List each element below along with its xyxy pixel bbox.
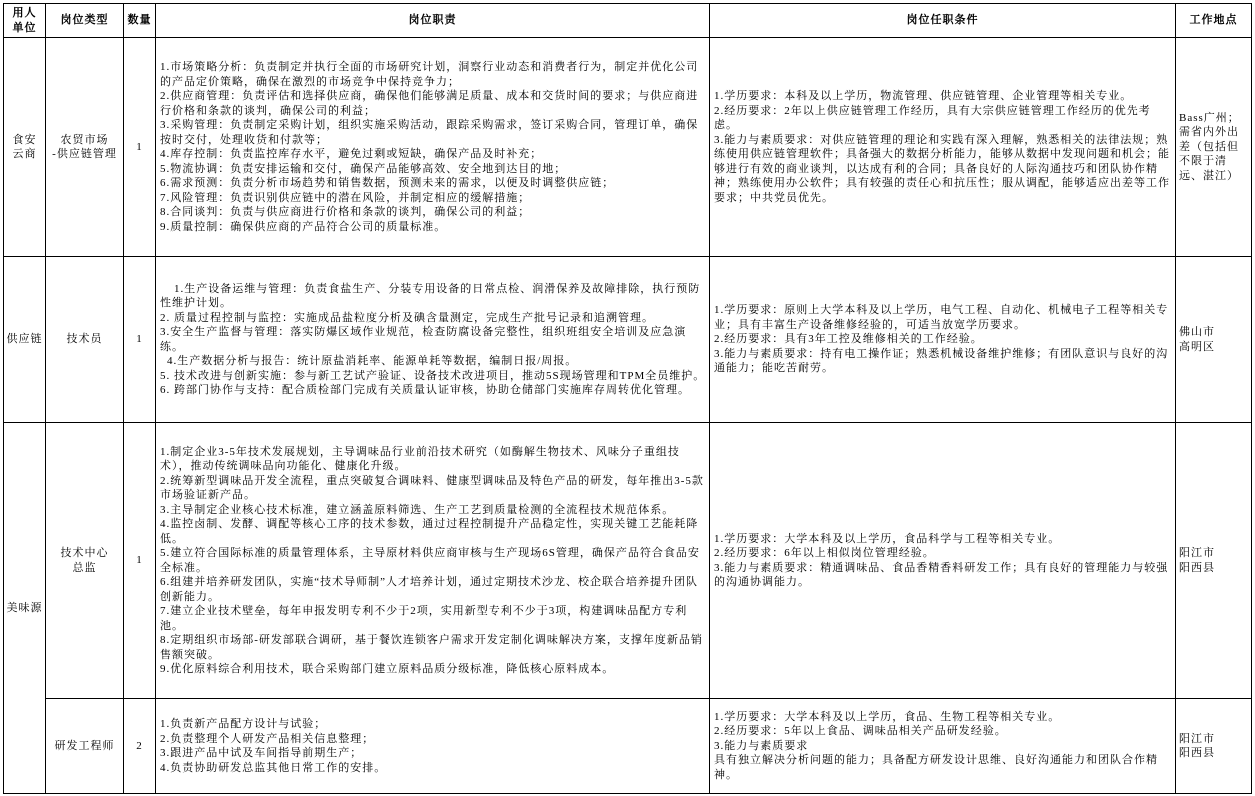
duty-item: 6. 跨部门协作与支持：配合质检部门完成有关质量认证审核，协助仓储部门实施库存周转优化管理。 (160, 384, 690, 396)
location-cell: Bass广州；需省内外出差（包括但不限于清远、湛江） (1176, 38, 1252, 257)
duties-cell (156, 257, 710, 423)
duty-item: 6.组建并培养研发团队，实施“技术导师制”人才培养计划，通过定期技术沙龙、校企联合培养提升团队创新能力。 (160, 576, 699, 603)
requirements-cell (710, 257, 1176, 423)
duty-item: 1.生产设备运维与管理：负责食盐生产、分装专用设备的日常点检、润滑保养及故障排除，执行预防性维护计划。 (160, 282, 701, 309)
duty-item: 6.需求预测：负责分析市场趋势和销售数据，预测未来的需求，以便及时调整供应链； (160, 177, 615, 189)
duty-item: 4.库存控制：负责监控库存水平，避免过剩或短缺，确保产品及时补充； (160, 148, 543, 160)
position-type-cell: 农贸市场 -供应链管理 (46, 38, 124, 257)
duty-item: 1.制定企业3-5年技术发展规划，主导调味品行业前沿技术研究（如酶解生物技术、风味分子重组技术），推动传统调味品向功能化、健康化升级。 (160, 445, 680, 472)
table-row (4, 699, 1252, 794)
duty-item: 3.安全生产监督与管理：落实防爆区域作业规范，检查防腐设备完整性，组织班组安全培训及应急演练。 (160, 326, 687, 353)
location-cell: 阳江市 阳西县 (1176, 423, 1252, 699)
position-type-cell: 技术中心 总监 (46, 423, 124, 699)
duty-item: 7.建立企业技术壁垒，每年申报发明专利不少于2项，实用新型专利不少于3项，构建调味品配方专利池。 (160, 605, 688, 632)
table-row (4, 257, 1252, 423)
table-row (4, 423, 1252, 699)
requirement-item: 2.经历要求：6年以上相似岗位管理经验。 (714, 547, 935, 559)
duties-cell (156, 699, 710, 794)
header-unit: 用人 单位 (4, 4, 46, 38)
header-row (4, 4, 1252, 38)
count-cell: 2 (124, 699, 156, 794)
requirement-item: 2.经历要求：2年以上供应链管理工作经历，具有大宗供应链管理工作经历的优先考虑。 (714, 104, 1151, 131)
duty-item: 1.市场策略分析：负责制定并执行全面的市场研究计划，洞察行业动态和消费者行为，制定并优化公司的产品定价策略，确保在激烈的市场竞争中保持竞争力； (160, 61, 699, 88)
header-count: 数量 (124, 4, 156, 38)
requirement-item: 3.能力与素质要求：对供应链管理的理论和实践有深入理解，熟悉相关的法律法规；熟练使用供应链管理软件；具备强大的数据分析能力，能够从数据中发现问题和机会；能够进行有效的商业谈判，以达成有利的合同；具备良好的人际沟通技巧和团队协作精神；熟练使用办公软件；具有较强的责任心和抗压性；服从调配，能够适应出差等工作要求；中共党员优先。 (714, 133, 1170, 204)
requirement-item: 1.学历要求：大学本科及以上学历，食品科学与工程等相关专业。 (714, 532, 1061, 545)
duty-item: 3.采购管理：负责制定采购计划，组织实施采购活动，跟踪采购需求，签订采购合同，管理订单，确保按时交付，处理收货和付款等； (160, 119, 699, 146)
duty-item: 3.主导制定企业核心技术标准，建立涵盖原料筛选、生产工艺到质量检测的全流程技术规范体系。 (160, 503, 675, 516)
location-cell: 阳江市 阳西县 (1176, 699, 1252, 794)
duty-item: 4.生产数据分析与报告：统计原盐消耗率、能源单耗等数据，编制日报/周报。 (167, 355, 578, 367)
duty-item: 3.跟进产品中试及车间指导前期生产； (160, 747, 363, 759)
requirements-cell (710, 38, 1176, 257)
duty-item: 7.风险管理：负责识别供应链中的潜在风险，并制定相应的缓解措施； (160, 191, 531, 204)
duty-item: 4.负责协助研发总监其他日常工作的安排。 (160, 761, 387, 774)
duty-item: 8.合同谈判：负责与供应商进行价格和条款的谈判，确保公司的利益； (160, 206, 531, 218)
table-row (4, 38, 1252, 257)
unit-cell: 食安 云商 (4, 38, 46, 257)
duties-cell (156, 423, 710, 699)
job-postings-table (3, 3, 1252, 794)
duty-item: 8.定期组织市场部-研发部联合调研，基于餐饮连锁客户需求开发定制化调味解决方案，支撑年度新品销售额突破。 (160, 634, 703, 661)
duties-cell (156, 38, 710, 257)
header-location: 工作地点 (1176, 4, 1252, 38)
requirement-item: 2.经历要求：具有3年工控及维修相关的工作经验。 (714, 333, 983, 346)
duty-item: 1.负责新产品配方设计与试验； (160, 718, 327, 730)
position-type-cell: 技术员 (46, 257, 124, 423)
requirement-item: 1.学历要求：本科及以上学历，物流管理、供应链管理、企业管理等相关专业。 (714, 90, 1133, 102)
duty-item: 2.供应商管理：负责评估和选择供应商，确保他们能够满足质量、成本和交货时间的要求；与供应商进行价格和条款的谈判，确保公司的利益； (160, 90, 699, 117)
position-type-cell: 研发工程师 (46, 699, 124, 794)
duty-item: 2.负责整理个人研发产品相关信息整理； (160, 732, 375, 745)
requirement-item: 具有独立解决分析问题的能力；具备配方研发设计思维、良好沟通能力和团队合作精神。 (714, 754, 1158, 781)
header-duties: 岗位职责 (156, 4, 710, 38)
duty-item: 4.监控卤制、发酵、调配等核心工序的技术参数，通过过程控制提升产品稳定性，实现关键工艺能耗降低。 (160, 518, 699, 545)
duty-item: 5.物流协调：负责安排运输和交付，确保产品能够高效、安全地到达目的地； (160, 162, 567, 175)
requirement-item: 3.能力与素质要求：持有电工操作证；熟悉机械设备维护维修；有团队意识与良好的沟通能力；能吃苦耐劳。 (714, 347, 1169, 375)
unit-cell: 美味源 (4, 423, 46, 794)
requirement-item: 2.经历要求：5年以上食品、调味品相关产品研发经验。 (714, 725, 1007, 738)
requirement-item: 3.能力与素质要求 (714, 739, 809, 752)
location-cell: 佛山市 高明区 (1176, 257, 1252, 423)
duty-item: 9.优化原料综合利用技术，联合采购部门建立原料品质分级标准，降低核心原料成本。 (160, 663, 615, 675)
header-requirements: 岗位任职条件 (710, 4, 1176, 38)
requirements-cell (710, 699, 1176, 794)
count-cell: 1 (124, 38, 156, 257)
requirements-cell (710, 423, 1176, 699)
duty-item: 2.统筹新型调味品开发全流程，重点突破复合调味料、健康型调味品及特色产品的研发，每年推出3-5款市场验证新产品。 (160, 474, 704, 501)
count-cell: 1 (124, 257, 156, 423)
unit-cell: 供应链 (4, 257, 46, 423)
count-cell: 1 (124, 423, 156, 699)
duty-item: 9.质量控制：确保供应商的产品符合公司的质量标准。 (160, 220, 447, 233)
duty-item: 5. 技术改进与创新实施：参与新工艺试产验证、设备技术改进项目，推动5S现场管理和TPM全员维护。 (160, 369, 706, 382)
header-position-type: 岗位类型 (46, 4, 124, 38)
requirement-item: 1.学历要求：原则上大学本科及以上学历，电气工程、自动化、机械电子工程等相关专业；具有丰富生产设备维修经验的，可适当放宽学历要求。 (714, 304, 1169, 331)
duty-item: 2. 质量过程控制与监控：实施成品盐粒度分析及碘含量测定，完成生产批号记录和追溯管理。 (160, 311, 654, 324)
requirement-item: 3.能力与素质要求：精通调味品、食品香精香料研发工作；具有良好的管理能力与较强的沟通协调能力。 (714, 561, 1169, 588)
duty-item: 5.建立符合国际标准的质量管理体系，主导原材料供应商审核与生产现场6S管理，确保产品符合食品安全标准。 (160, 547, 700, 574)
requirement-item: 1.学历要求：大学本科及以上学历，食品、生物工程等相关专业。 (714, 710, 1061, 723)
